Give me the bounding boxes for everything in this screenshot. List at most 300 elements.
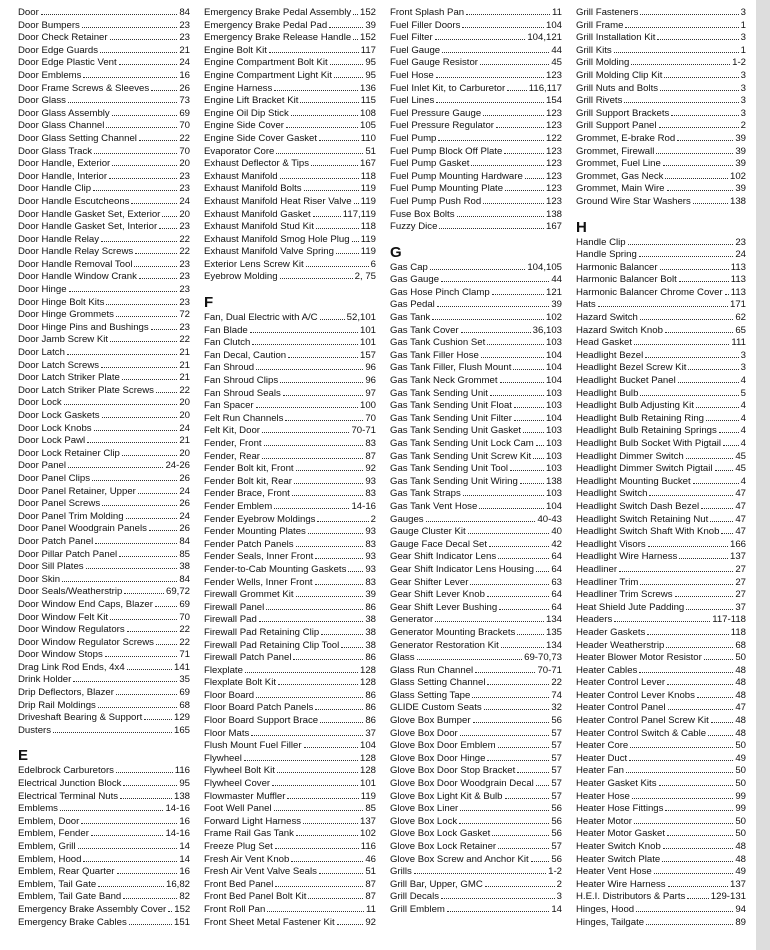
entry-page-number: 23 [179, 296, 190, 308]
dot-leader [155, 606, 177, 607]
entry-page-number: 93 [365, 551, 376, 563]
dot-leader [667, 684, 733, 685]
entry-page-number: 50 [735, 765, 746, 777]
entry-name: Gas Tank Sending Unit Screw Kit [390, 450, 532, 462]
index-entry [18, 460, 190, 473]
entry-page-number: 21 [179, 372, 190, 384]
entry-page-number: 45 [735, 463, 746, 475]
entry-name: Front Roll Pan [204, 903, 266, 915]
index-entry [390, 7, 562, 20]
index-entry [204, 362, 376, 375]
entry-page-number: 20 [179, 397, 190, 409]
entry-name: Door [18, 7, 39, 18]
entry-page-number: 2 [740, 120, 746, 132]
dot-leader [640, 584, 733, 585]
entry-page-number: 69-70,73 [524, 652, 562, 664]
dot-leader [725, 294, 729, 295]
entry-name: Firewall Pad Retaining Clip Tool [204, 639, 340, 651]
entry-page-number: 24 [179, 422, 190, 434]
entry-page-number: 64 [551, 601, 562, 613]
index-entry [18, 879, 190, 892]
dot-leader [275, 848, 359, 849]
entry-name: Door Handle Gasket Set, Interior [18, 221, 158, 233]
index-entry [390, 133, 562, 146]
entry-page-number: 47 [735, 500, 746, 512]
entry-name: Emblem, Hood [18, 853, 82, 865]
index-entry [390, 70, 562, 83]
index-entry [18, 765, 190, 778]
entry-page-number: 116 [360, 841, 376, 852]
entry-name: Door Glass [18, 95, 66, 107]
dot-leader [313, 216, 341, 217]
entry-name: Fan, Dual Electric with A/C [204, 312, 318, 324]
dot-leader [479, 508, 544, 509]
index-entry [576, 262, 746, 275]
index-entry [18, 120, 190, 133]
entry-page-number: 92 [365, 463, 376, 475]
dot-leader [504, 153, 544, 154]
index-entry [390, 388, 562, 401]
entry-name: Gear Shift Indicator Lens Housing [390, 563, 534, 575]
entry-page-number: 45 [551, 57, 562, 69]
entry-name: Fan Decal, Caution [204, 349, 287, 361]
index-entry [576, 196, 746, 209]
dot-leader [311, 165, 358, 166]
dot-leader [463, 495, 544, 496]
index-entry [576, 677, 746, 690]
entry-name: Door Handle Clip [18, 183, 92, 195]
entry-name: Headlight Dimmer Switch [576, 450, 684, 462]
entry-name: Fuel Pump Mounting Hardware [390, 170, 523, 182]
dot-leader [498, 848, 549, 849]
dot-leader [86, 568, 178, 569]
dot-leader [636, 911, 733, 912]
entry-name: Headlight Switch Shaft With Knob [576, 526, 720, 538]
index-column-3 [390, 7, 562, 917]
dot-leader [625, 27, 738, 28]
dot-leader [487, 344, 544, 345]
entry-name: GLIDE Custom Seats [390, 702, 482, 714]
entry-page-number: 22 [179, 384, 190, 396]
entry-page-number: 11 [552, 7, 562, 18]
entry-name: Heater Duct [576, 752, 628, 764]
index-entry [18, 183, 190, 196]
entry-name: Emblem, Tail Gate [18, 878, 97, 890]
entry-page-number: 71 [179, 649, 190, 661]
entry-name: Floor Board Patch Panels [204, 702, 314, 714]
entry-name: Headlight Bezel Screw Kit [576, 362, 687, 374]
entry-name: Headlight Wire Harness [576, 551, 678, 563]
dot-leader [102, 417, 178, 418]
index-entry [390, 221, 562, 234]
index-entry [390, 274, 562, 287]
entry-page-number: 44 [551, 44, 562, 56]
index-entry [18, 347, 190, 360]
dot-leader [274, 810, 364, 811]
dot-leader [138, 493, 177, 494]
dot-leader [256, 697, 363, 698]
index-entry [390, 196, 562, 209]
entry-page-number: 68 [735, 639, 746, 651]
dot-leader [330, 64, 364, 65]
entry-name: Grommet, Main Wire [576, 183, 665, 195]
dot-leader [106, 304, 177, 305]
index-entry [204, 665, 376, 678]
index-entry [390, 451, 562, 464]
entry-name: Door Glass Track [18, 145, 93, 157]
index-entry [18, 158, 190, 171]
entry-name: Glove Box Door Woodgrain Decal [390, 778, 534, 790]
dot-leader [639, 672, 733, 673]
entry-page-number: 48 [735, 727, 746, 739]
entry-name: Dusters [18, 724, 52, 736]
entry-page-number: 65 [735, 324, 746, 336]
entry-name: Engine Compartment Bolt Kit [204, 57, 328, 69]
dot-leader [481, 357, 544, 358]
entry-name: Heat Shield Jute Padding [576, 601, 685, 613]
entry-page-number: 152 [359, 7, 376, 18]
index-entry [576, 7, 746, 20]
dot-leader [319, 140, 359, 141]
index-entry [576, 388, 746, 401]
index-entry [204, 388, 376, 401]
dot-leader [475, 672, 535, 673]
entry-name: Drip Rail Moldings [18, 699, 96, 711]
entry-name: Door Glass Setting Channel [18, 132, 137, 144]
dot-leader [708, 735, 733, 736]
dot-leader [679, 558, 728, 559]
entry-name: Headlight Bulb Retaining Springs [576, 425, 717, 437]
entry-name: Generator Mounting Brackets [390, 626, 516, 638]
entry-page-number: 122 [545, 132, 562, 144]
index-entry [390, 602, 562, 615]
entry-name: Headlight Bulb Socket With Pigtail [576, 438, 722, 449]
entry-page-number: 51 [365, 145, 376, 157]
entry-name: Headlight Dimmer Switch Pigtail [576, 463, 713, 475]
entry-name: Headlight Bulb Adjusting Kit [576, 400, 694, 412]
index-entry [204, 791, 376, 804]
entry-name: Hazard Switch Knob [576, 324, 663, 336]
dot-leader [665, 810, 733, 811]
entry-page-number: 100 [359, 400, 376, 412]
entry-page-number: 69,72 [165, 586, 190, 598]
entry-page-number: 2, 75 [354, 271, 376, 283]
entry-page-number: 123 [545, 195, 562, 207]
dot-leader [110, 39, 178, 40]
entry-page-number: 36,103 [532, 324, 562, 336]
entry-name: Gear Shift Lever Knob [390, 589, 485, 601]
index-entry [576, 539, 746, 552]
dot-leader [134, 266, 177, 267]
entry-name: Grill Bar, Upper, GMC [390, 878, 483, 890]
dot-leader [710, 521, 733, 522]
dot-leader [94, 153, 177, 154]
dot-leader [119, 556, 177, 557]
entry-page-number: 47 [735, 702, 746, 714]
entry-page-number: 85 [179, 548, 190, 560]
dot-leader [336, 253, 359, 254]
dot-leader [292, 495, 363, 496]
dot-leader [471, 165, 544, 166]
entry-name: Firewall Panel [204, 601, 265, 613]
entry-page-number: 119 [360, 790, 376, 802]
entry-page-number: 21 [179, 435, 190, 447]
entry-page-number: 22 [179, 132, 190, 144]
entry-page-number: 102 [729, 170, 746, 182]
index-entry [18, 448, 190, 461]
dot-leader [151, 329, 178, 330]
entry-page-number: 84 [179, 573, 190, 585]
index-entry [390, 108, 562, 121]
entry-name: Firewall Pad Retaining Clip [204, 626, 320, 638]
entry-name: Door Window Regulator Screws [18, 636, 154, 648]
entry-page-number: 26 [179, 82, 190, 94]
dot-leader [441, 281, 549, 282]
index-entry [390, 501, 562, 514]
dot-leader [156, 644, 177, 645]
dot-leader [353, 14, 358, 15]
entry-name: Fresh Air Vent Knob [204, 853, 290, 865]
entry-page-number: 137 [729, 878, 746, 890]
entry-page-number: 129 [173, 712, 190, 724]
index-entry [204, 841, 376, 854]
dot-leader [156, 392, 177, 393]
index-entry [390, 350, 562, 363]
dot-leader [447, 911, 549, 912]
index-entry [390, 816, 562, 829]
entry-page-number: 50 [735, 652, 746, 664]
index-entry [204, 451, 376, 464]
entry-name: Door Bumpers [18, 19, 80, 31]
dot-leader [715, 470, 734, 471]
entry-page-number: 11 [366, 903, 376, 915]
index-entry [576, 274, 746, 287]
entry-name: Headliner [576, 563, 618, 575]
entry-name: Heater Hose Fittings [576, 803, 664, 815]
entry-name: Fuel Pump Push Rod [390, 195, 482, 207]
index-entry [576, 463, 746, 476]
dot-leader [266, 609, 363, 610]
dot-leader [300, 102, 358, 103]
dot-leader [619, 571, 733, 572]
entry-page-number: 16 [179, 815, 190, 827]
dot-leader [78, 848, 178, 849]
index-entry [390, 488, 562, 501]
entry-page-number: 70 [365, 412, 376, 424]
dot-leader [647, 634, 728, 635]
entry-page-number: 104 [545, 362, 562, 374]
index-entry [18, 423, 190, 436]
entry-name: Gas Tank Sending Unit Filter [390, 412, 512, 424]
entry-name: Door Hinge Grommets [18, 309, 114, 321]
index-entry [18, 45, 190, 58]
entry-page-number: 167 [359, 158, 376, 170]
index-entry [390, 564, 562, 577]
dot-leader [704, 659, 734, 660]
index-entry [576, 299, 746, 312]
dot-leader [122, 455, 177, 456]
dot-leader [639, 256, 734, 257]
entry-name: Header Gaskets [576, 626, 646, 638]
entry-name: Floor Board Support Brace [204, 715, 319, 727]
entry-page-number: 38 [365, 639, 376, 651]
entry-name: Gas Tank Sending Unit Gasket [390, 425, 522, 437]
entry-name: Heater Control Panel Screw Kit [576, 715, 709, 727]
dot-leader [250, 332, 358, 333]
index-entry [18, 57, 190, 70]
entry-page-number: 123 [545, 183, 562, 195]
entry-page-number: 47 [735, 513, 746, 525]
dot-leader [244, 760, 358, 761]
dot-leader [353, 39, 358, 40]
index-entry [204, 171, 376, 184]
index-entry [18, 523, 190, 536]
dot-leader [536, 785, 550, 786]
entry-name: Engine Harness [204, 82, 273, 94]
entry-page-number: 2 [370, 513, 376, 525]
index-entry [204, 312, 376, 325]
dot-leader [117, 873, 178, 874]
entry-name: Eyebrow Molding [204, 271, 278, 283]
dot-leader [321, 634, 363, 635]
index-entry [18, 309, 190, 322]
dot-leader [109, 178, 177, 179]
dot-leader [536, 571, 549, 572]
entry-name: Door Handle Relay Screws [18, 246, 134, 258]
entry-name: Door Panel Screws [18, 498, 101, 510]
index-entry [204, 715, 376, 728]
index-entry [390, 120, 562, 133]
entry-name: Gauges [390, 513, 424, 525]
dot-leader [139, 278, 177, 279]
dot-leader [256, 369, 363, 370]
index-entry [576, 904, 746, 917]
entry-name: Grill Support Panel [576, 120, 657, 132]
entry-name: Emergency Brake Pedal Pad [204, 19, 328, 31]
entry-page-number: 83 [365, 538, 376, 550]
entry-name: Gas Tank Filler, Flush Mount [390, 362, 512, 374]
entry-page-number: 87 [365, 878, 376, 890]
dot-leader [112, 115, 178, 116]
entry-name: Hinges, Tailgate [576, 916, 645, 928]
entry-page-number: 123 [545, 120, 562, 132]
index-entry [576, 891, 746, 904]
entry-page-number: 57 [551, 752, 562, 764]
entry-page-number: 1-2 [548, 866, 562, 878]
entry-page-number: 39 [551, 299, 562, 311]
index-entry [204, 234, 376, 247]
index-entry [204, 501, 376, 514]
entry-name: Fuel Gauge [390, 44, 441, 56]
entry-name: Grill Emblem [390, 903, 445, 915]
index-entry [390, 400, 562, 413]
entry-name: Flywheel Cover [204, 778, 271, 790]
entry-page-number: 86 [365, 702, 376, 714]
dot-leader [280, 178, 359, 179]
index-entry [18, 95, 190, 108]
entry-page-number: 50 [735, 828, 746, 840]
entry-name: Exhaust Manifold Bolts [204, 183, 302, 195]
index-entry [576, 690, 746, 703]
entry-name: Grill Fasteners [576, 7, 639, 18]
dot-leader [329, 27, 363, 28]
dot-leader [520, 483, 544, 484]
entry-page-number: 14 [551, 903, 562, 915]
entry-name: Flywheel [204, 752, 242, 764]
entry-page-number: 101 [359, 324, 376, 336]
entry-page-number: 2 [556, 878, 562, 890]
dot-leader [320, 319, 345, 320]
entry-page-number: 23 [735, 236, 746, 248]
entry-page-number: 35 [179, 674, 190, 686]
index-entry [576, 665, 746, 678]
entry-page-number: 118 [360, 221, 376, 233]
entry-page-number: 57 [551, 727, 562, 739]
dot-leader [492, 294, 544, 295]
dot-leader [120, 798, 172, 799]
index-entry [390, 287, 562, 300]
entry-name: Door Handle, Exterior [18, 158, 111, 170]
index-entry [204, 32, 376, 45]
dot-leader [251, 735, 363, 736]
index-entry [390, 375, 562, 388]
dot-leader [276, 153, 363, 154]
entry-page-number: 22 [179, 233, 190, 245]
entry-page-number: 134 [545, 639, 562, 651]
dot-leader [484, 709, 550, 710]
entry-name: Fresh Air Vent Valve Seals [204, 866, 317, 878]
index-column-4 [576, 7, 746, 929]
dot-leader [245, 672, 358, 673]
entry-page-number: 39 [735, 145, 746, 157]
dot-leader [498, 747, 550, 748]
entry-name: Grill Installation Kit [576, 32, 656, 44]
entry-name: Fuel Pressure Regulator [390, 120, 494, 132]
dot-leader [127, 631, 178, 632]
index-entry [204, 438, 376, 451]
entry-page-number: 95 [365, 57, 376, 69]
dot-leader [275, 886, 363, 887]
dot-leader [432, 319, 544, 320]
dot-leader [499, 609, 549, 610]
index-entry [390, 20, 562, 33]
entry-name: Gauge Cluster Kit [390, 526, 466, 538]
entry-page-number: 22 [179, 636, 190, 648]
entry-page-number: 104 [545, 19, 562, 31]
index-entry [204, 702, 376, 715]
entry-page-number: 103 [545, 400, 562, 412]
entry-name: Gas Gauge [390, 274, 440, 286]
dot-leader [668, 709, 734, 710]
entry-page-number: 47 [735, 526, 746, 538]
entry-name: Door Sill Plates [18, 561, 84, 573]
entry-name: Emblems [18, 803, 58, 815]
dot-leader [102, 505, 177, 506]
index-entry [390, 425, 562, 438]
index-entry [204, 539, 376, 552]
entry-name: Grill Nuts and Bolts [576, 82, 659, 94]
entry-page-number: 38 [179, 561, 190, 573]
entry-page-number: 3 [740, 7, 746, 18]
entry-name: Fender Eyebrow Moldings [204, 513, 316, 525]
index-entry [204, 83, 376, 96]
dot-leader [706, 420, 739, 421]
entry-name: Door Lock Knobs [18, 422, 92, 434]
index-entry [390, 539, 562, 552]
entry-name: Fuse Box Bolts [390, 208, 455, 220]
dot-leader [660, 90, 739, 91]
entry-name: Fuel Hose [390, 69, 434, 81]
